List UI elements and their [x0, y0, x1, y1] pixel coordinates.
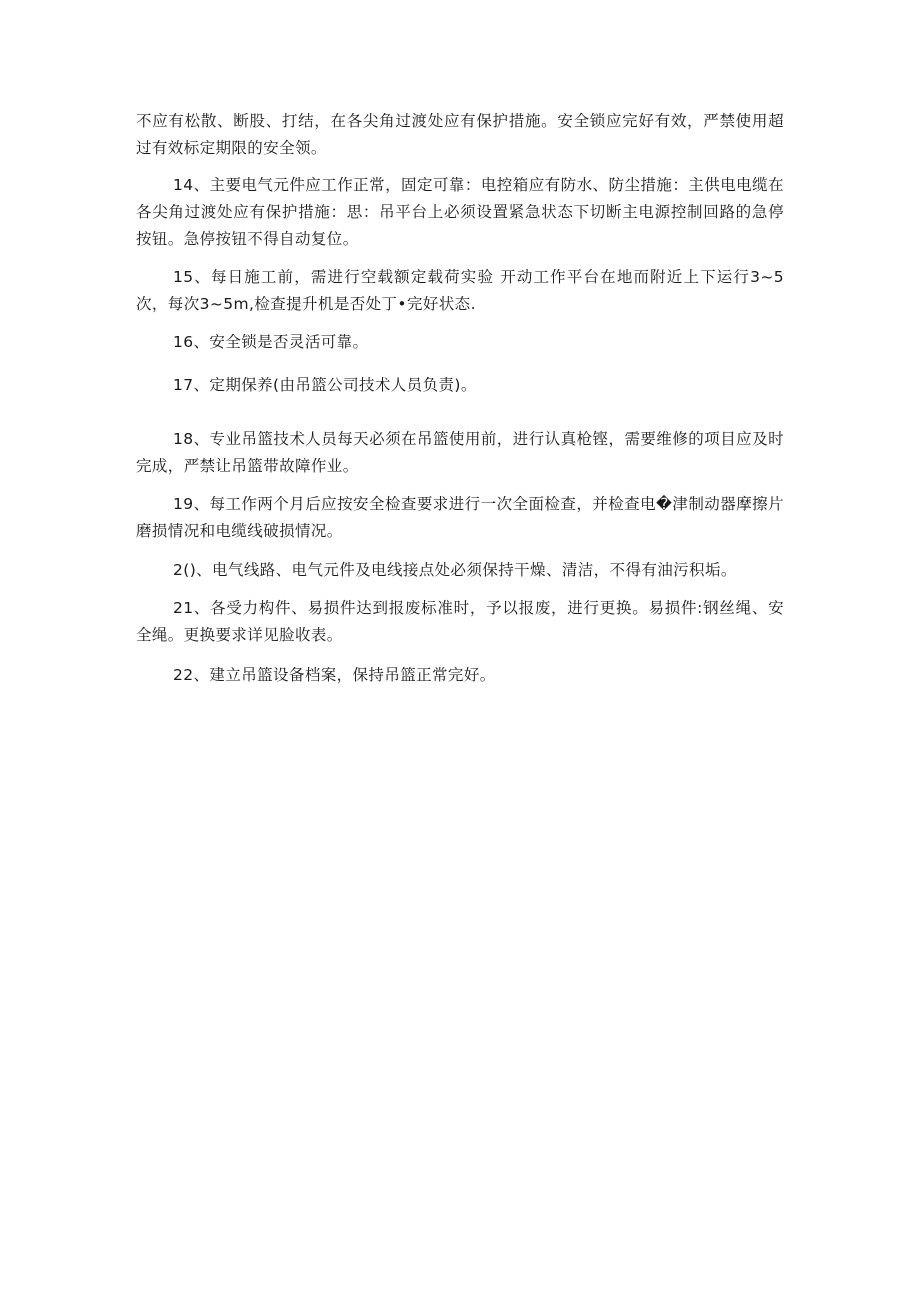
- paragraph-18-daily-inspection: 18、专业吊篮技术人员每天必须在吊篮使用前，进行认真枪铿，需要维修的项目应及时完成，严禁让吊篮带故障作业。: [136, 430, 784, 475]
- document-body: [136, 108, 784, 689]
- paragraph-16-safety-lock-check: 16、安全锁是否灵活可靠。: [173, 333, 369, 351]
- paragraph-15-daily-load-test: 15、每日施工前，需进行空载额定载荷实验 开动工作平台在地而附近上下运行3~5次，每次3~5m,检查提升机是否处丁•完好状态.: [136, 268, 784, 313]
- paragraph-19-bimonthly-inspection: 19、每工作两个月后应按安全检查要求进行一次全面检查，并检查电�津制动器摩擦片磨损情况和电缆线破损情况。: [136, 495, 784, 540]
- paragraph-21-wear-parts-replacement: 21、各受力构件、易损件达到报废标准时，予以报废，进行更换。易损件:钢丝绳、安全绳。更换要求详见脸收表。: [136, 599, 784, 644]
- paragraph-20-wiring-cleanliness: 2()、电气线路、电气元件及电线接点处必须保持干燥、清洁，不得有油污积垢。: [173, 561, 737, 579]
- paragraph-22-equipment-records: 22、建立吊篮设备档案，保持吊篮正常完好。: [173, 666, 496, 684]
- paragraph-17-periodic-maintenance: 17、定期保养(由吊篮公司技术人员负责)。: [173, 376, 477, 394]
- paragraph-wire-rope-safety-lock: 不应有松散、断股、打结，在各尖角过渡处应有保护措施。安全锁应完好有效，严禁使用超过有效标定期限的安全领。: [136, 112, 784, 157]
- paragraph-14-electrical-components: 14、主要电气元件应工作正常，固定可靠：电控箱应有防水、防尘措施：主供电电缆在各尖角过渡处应有保护措施：思：吊平台上必须设置紧急状态下切断主电源控制回路的急停按钮。急停按钮不得自动复位。: [136, 176, 784, 248]
